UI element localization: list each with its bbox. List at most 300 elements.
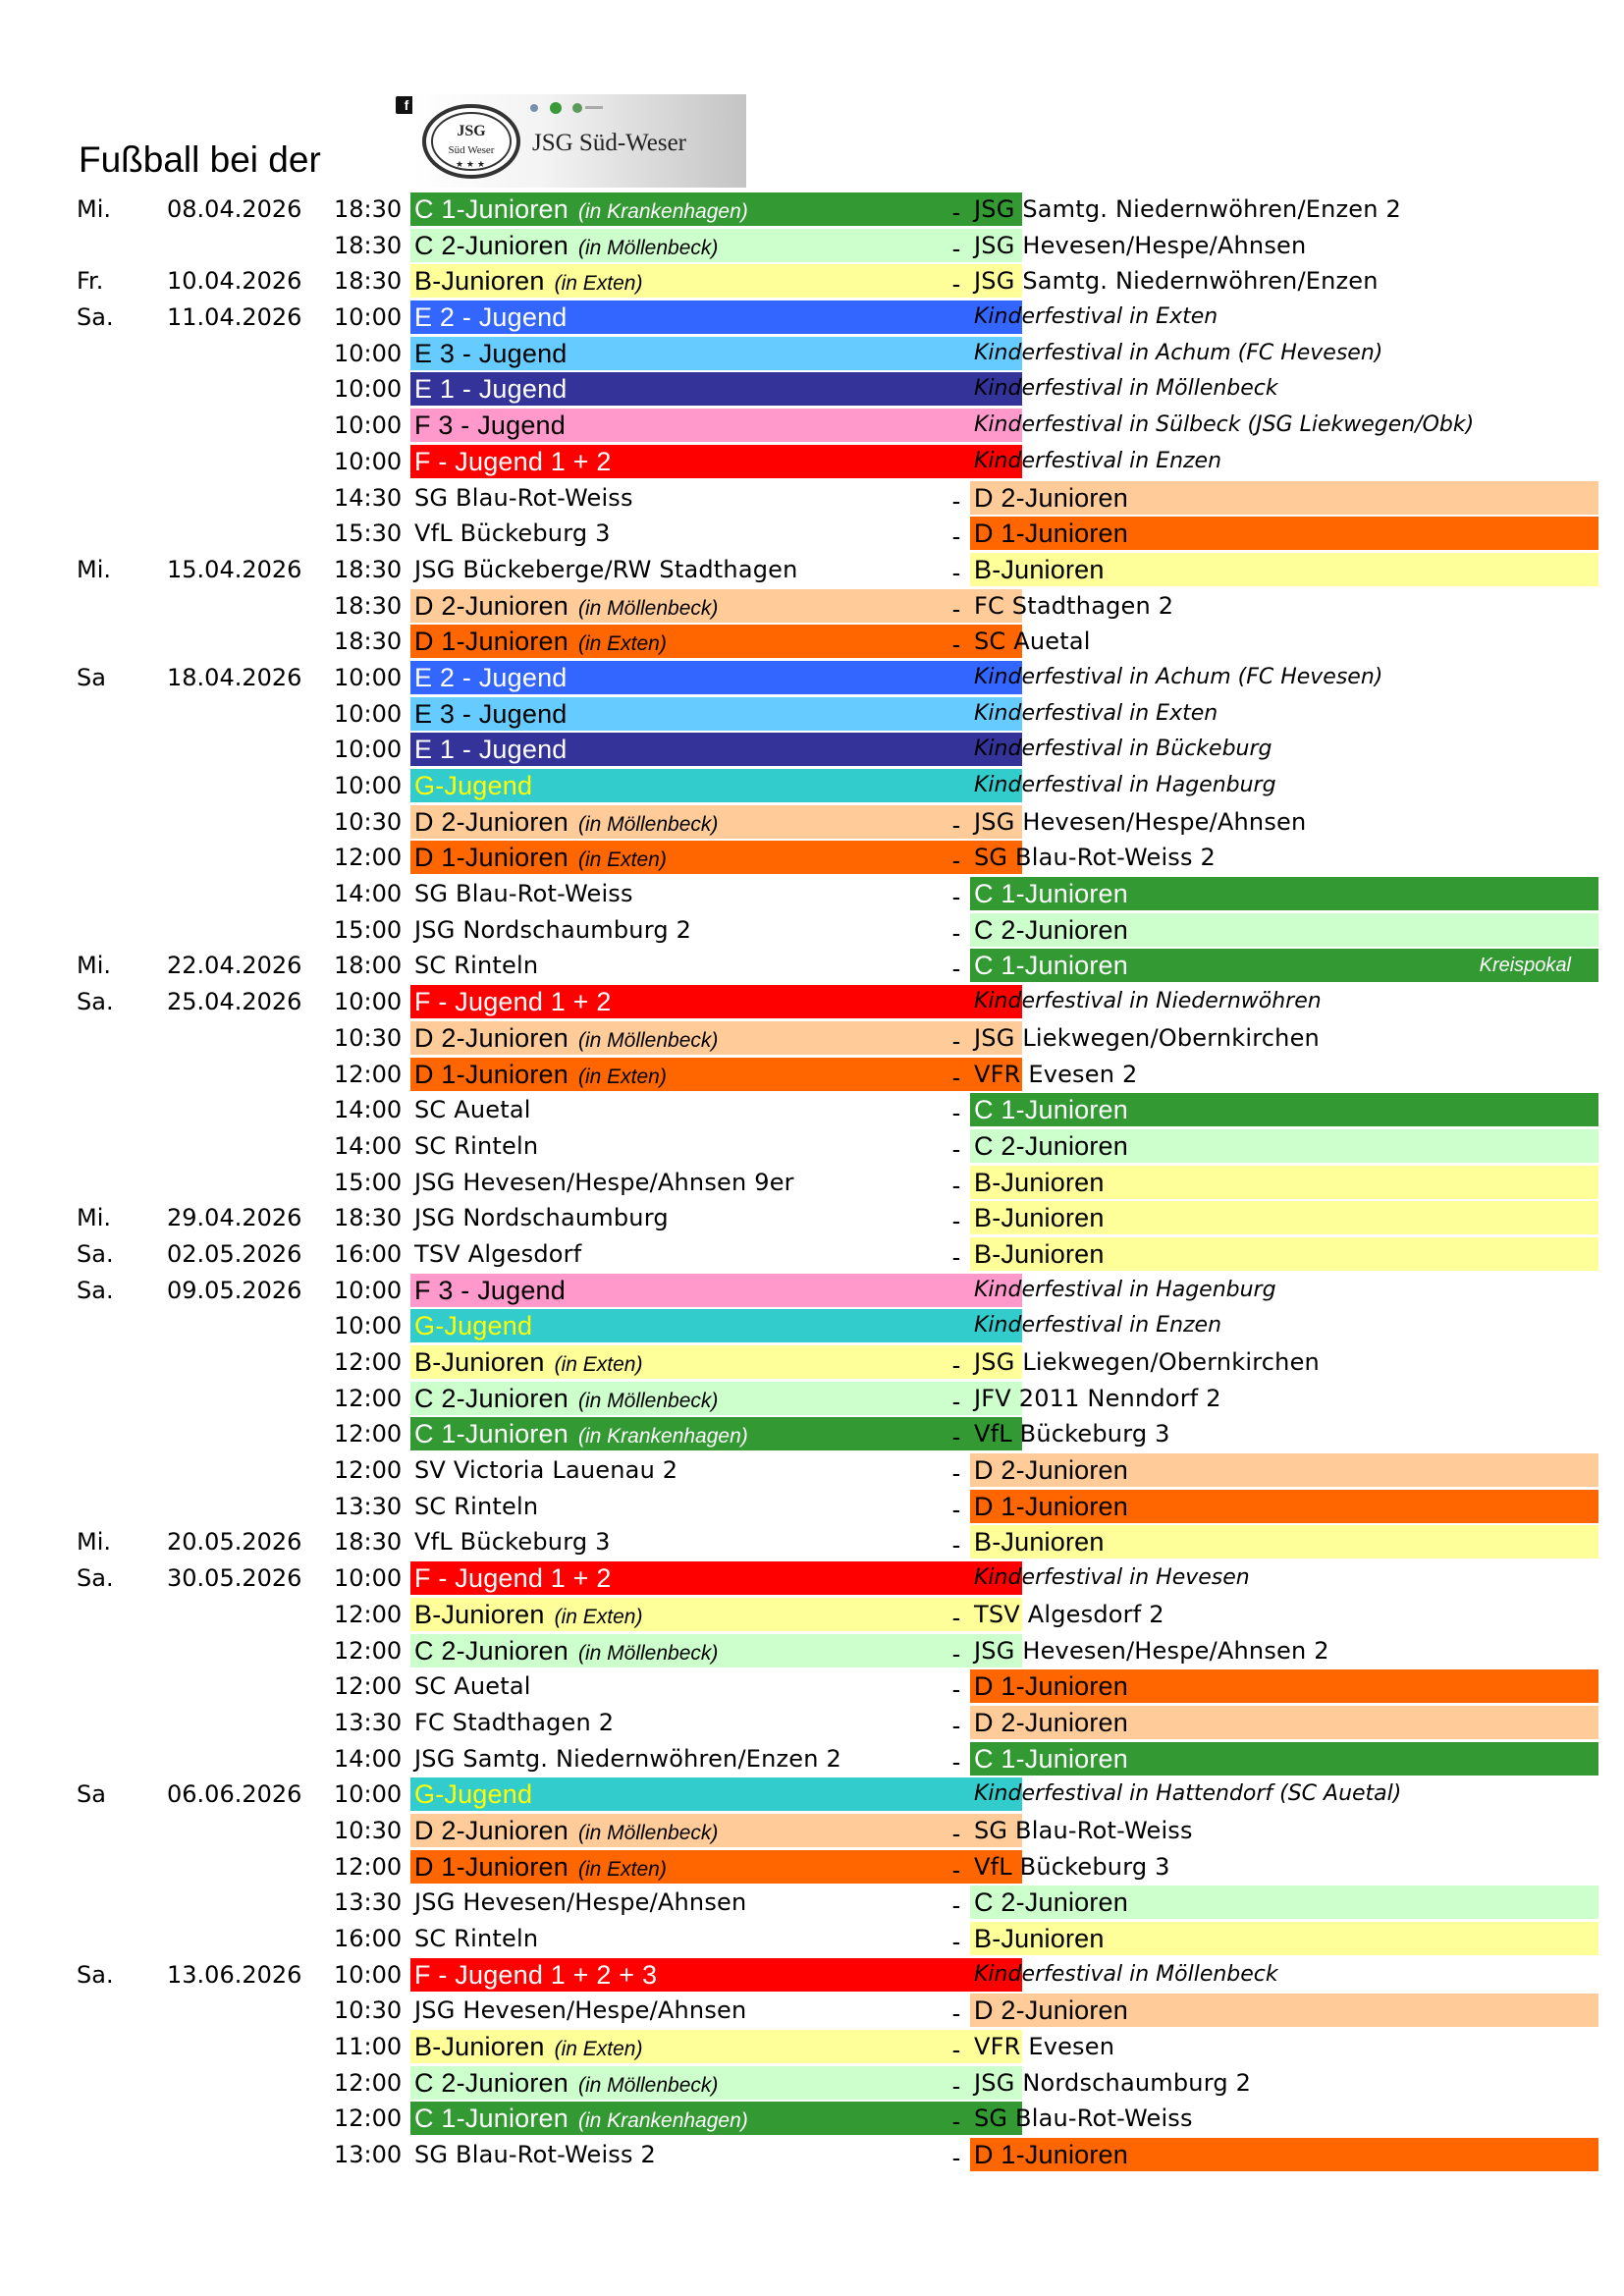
away-team — [970, 1814, 1598, 1847]
home-team — [410, 1850, 1022, 1884]
match-row — [77, 445, 1510, 481]
kickoff-time: 14:00 — [334, 1096, 403, 1124]
match-date: 20.05.2026 — [167, 1528, 302, 1557]
match-row — [77, 517, 1510, 553]
match-row — [77, 1561, 1510, 1598]
away-team-label: JFV 2011 Nenndorf 2 — [974, 1384, 1221, 1412]
match-row — [77, 1021, 1510, 1058]
away-team — [970, 2138, 1598, 2171]
home-team — [410, 301, 1022, 334]
home-team — [410, 985, 1022, 1018]
match-row — [77, 589, 1510, 626]
away-team — [970, 1201, 1598, 1234]
match-row — [77, 2102, 1510, 2138]
festival-note: Kinderfestival in Sülbeck (JSG Liekwegen/Obk) — [974, 412, 1475, 438]
away-team-label: C 1-Junioren — [974, 951, 1128, 981]
separator-dash: - — [951, 2143, 961, 2173]
separator-dash: - — [951, 1458, 961, 1489]
separator-dash: - — [951, 2035, 961, 2065]
home-team-label: JSG Nordschaumburg 2 — [414, 915, 692, 944]
festival-note: Kinderfestival in Niedernwöhren — [974, 989, 1322, 1014]
home-team — [410, 1561, 1022, 1595]
venue-note: (in Krankenhagen) — [577, 2109, 748, 2133]
home-team — [410, 1058, 1022, 1091]
kickoff-time: 10:00 — [334, 1780, 403, 1809]
kickoff-time: 10:00 — [334, 988, 403, 1016]
weekday: Sa. — [77, 1276, 114, 1304]
home-team-label: D 1-Junioren — [414, 843, 568, 873]
kickoff-time: 18:30 — [334, 267, 403, 296]
away-team-label: C 2-Junioren — [974, 914, 1128, 945]
home-team — [410, 1490, 1022, 1523]
festival-note: Kinderfestival in Hagenburg — [974, 773, 1276, 797]
kickoff-time: 10:00 — [334, 303, 403, 332]
match-row — [77, 372, 1510, 409]
weekday: Mi. — [77, 195, 112, 223]
weekday: Sa. — [77, 1239, 114, 1268]
match-row — [77, 1814, 1510, 1850]
home-team-label: JSG Bückeberge/RW Stadthagen — [414, 555, 798, 583]
home-team-label: D 2-Junioren — [414, 1815, 568, 1845]
home-team — [410, 481, 1022, 515]
separator-dash: - — [951, 1025, 961, 1056]
venue-note: (in Exten) — [554, 2038, 643, 2061]
match-row — [77, 1994, 1510, 2030]
kickoff-time: 11:00 — [334, 2033, 403, 2061]
home-team-label: F 3 - Jugend — [414, 410, 566, 441]
home-team-label: B-Junioren — [414, 1599, 545, 1629]
separator-dash: - — [951, 2106, 961, 2137]
away-team — [970, 1994, 1598, 2027]
away-team — [970, 1850, 1598, 1884]
home-team-label: D 1-Junioren — [414, 1059, 568, 1089]
kickoff-time: 12:00 — [334, 844, 403, 872]
home-team — [410, 1237, 1022, 1271]
match-row — [77, 1490, 1510, 1526]
match-row — [77, 2066, 1510, 2103]
home-team-label: C 2-Junioren — [414, 1635, 568, 1666]
home-team-label: JSG Hevesen/Hespe/Ahnsen — [414, 1996, 747, 2025]
away-team-label: D 2-Junioren — [974, 1455, 1128, 1486]
separator-dash: - — [951, 2070, 961, 2101]
separator-dash: - — [951, 1746, 961, 1777]
match-row — [77, 1777, 1510, 1814]
home-team-label: SG Blau-Rot-Weiss 2 — [414, 2141, 657, 2169]
separator-dash: - — [951, 233, 961, 263]
home-team — [410, 1886, 1022, 1919]
kickoff-time: 10:00 — [334, 375, 403, 404]
home-team — [410, 1994, 1022, 2027]
home-team-label: SC Rinteln — [414, 1492, 539, 1520]
home-team — [410, 1453, 1022, 1487]
separator-dash: - — [951, 1241, 961, 1272]
home-team — [410, 2138, 1022, 2171]
home-team-label: SC Rinteln — [414, 952, 539, 980]
kickoff-time: 12:00 — [334, 1672, 403, 1701]
match-row — [77, 1129, 1510, 1166]
kickoff-time: 14:30 — [334, 483, 403, 512]
home-team — [410, 625, 1022, 658]
away-team — [970, 877, 1598, 910]
kickoff-time: 16:00 — [334, 1239, 403, 1268]
away-team — [970, 517, 1598, 550]
home-team — [410, 697, 1022, 731]
kickoff-time: 12:00 — [334, 1060, 403, 1088]
match-row — [77, 1093, 1510, 1129]
facebook-icon[interactable]: f — [396, 96, 417, 114]
home-team-label: JSG Hevesen/Hespe/Ahnsen — [414, 1888, 747, 1917]
venue-note: (in Möllenbeck) — [577, 2073, 719, 2097]
match-date: 02.05.2026 — [167, 1239, 302, 1268]
away-team — [970, 1021, 1598, 1055]
header — [79, 96, 766, 190]
away-team — [970, 1345, 1598, 1379]
separator-dash: - — [951, 1098, 961, 1128]
match-row — [77, 1382, 1510, 1418]
match-row — [77, 1058, 1510, 1094]
home-team-label: C 2-Junioren — [414, 2067, 568, 2098]
home-team-label: G-Jugend — [414, 771, 533, 800]
venue-note: (in Krankenhagen) — [577, 200, 748, 223]
home-team — [410, 1634, 1022, 1667]
separator-dash: - — [951, 954, 961, 984]
kickoff-time: 10:30 — [334, 1023, 403, 1052]
home-team-label: SC Auetal — [414, 1672, 531, 1701]
away-team-label: D 1-Junioren — [974, 519, 1128, 549]
match-date: 18.04.2026 — [167, 663, 302, 691]
home-team — [410, 409, 1022, 442]
away-team — [970, 949, 1598, 982]
home-team-label: F 3 - Jugend — [414, 1275, 566, 1305]
kickoff-time: 10:30 — [334, 1996, 403, 2025]
home-team — [410, 1309, 1022, 1342]
separator-dash: - — [951, 1710, 961, 1740]
separator-dash: - — [951, 882, 961, 912]
match-date: 08.04.2026 — [167, 195, 302, 223]
home-team — [410, 2066, 1022, 2100]
away-team-label: JSG Hevesen/Hespe/Ahnsen 2 — [974, 1636, 1329, 1665]
separator-dash: - — [951, 1133, 961, 1164]
home-team-label: JSG Hevesen/Hespe/Ahnsen 9er — [414, 1168, 794, 1196]
kickoff-time: 12:00 — [334, 2105, 403, 2133]
away-team — [970, 2030, 1598, 2063]
away-team-label: VFR Evesen 2 — [974, 1060, 1138, 1088]
home-team-label: E 1 - Jugend — [414, 374, 568, 405]
festival-note: Kinderfestival in Möllenbeck — [974, 1961, 1278, 1987]
venue-note: (in Exten) — [577, 1065, 667, 1088]
away-team — [970, 841, 1598, 874]
weekday: Sa. — [77, 1960, 114, 1989]
home-team-label: FC Stadthagen 2 — [414, 1708, 615, 1736]
home-team — [410, 1922, 1022, 1955]
separator-dash: - — [951, 485, 961, 516]
festival-note: Kinderfestival in Achum (FC Hevesen) — [974, 340, 1383, 365]
away-team-label: JSG Hevesen/Hespe/Ahnsen — [974, 807, 1307, 836]
festival-note: Kinderfestival in Hevesen — [974, 1565, 1250, 1591]
home-team — [410, 661, 1022, 694]
venue-note: (in Exten) — [554, 1605, 643, 1628]
home-team — [410, 1525, 1022, 1558]
home-team — [410, 589, 1022, 623]
venue-note: (in Möllenbeck) — [577, 812, 719, 836]
separator-dash: - — [951, 269, 961, 300]
match-date: 09.05.2026 — [167, 1276, 302, 1304]
svg-text:JSG: JSG — [457, 123, 486, 139]
match-row — [77, 301, 1510, 337]
match-row — [77, 805, 1510, 842]
home-team — [410, 1274, 1022, 1307]
home-team-label: C 1-Junioren — [414, 1419, 568, 1449]
home-team-label: B-Junioren — [414, 1347, 545, 1377]
separator-dash: - — [951, 1890, 961, 1921]
kickoff-time: 13:30 — [334, 1708, 403, 1736]
separator-dash: - — [951, 1062, 961, 1092]
home-team-label: E 2 - Jugend — [414, 302, 568, 333]
kickoff-time: 13:30 — [334, 1492, 403, 1520]
weekday: Sa. — [77, 1564, 114, 1593]
away-team — [970, 264, 1598, 298]
weekday: Sa — [77, 1780, 106, 1809]
match-row — [77, 769, 1510, 805]
separator-dash: - — [951, 917, 961, 948]
venue-note: (in Möllenbeck) — [577, 236, 719, 259]
home-team-label: D 2-Junioren — [414, 590, 568, 621]
kickoff-time: 18:00 — [334, 952, 403, 980]
separator-dash: - — [951, 1386, 961, 1416]
separator-dash: - — [951, 1530, 961, 1560]
away-team — [970, 229, 1598, 262]
away-team — [970, 1706, 1598, 1739]
separator-dash: - — [951, 1602, 961, 1632]
separator-dash: - — [951, 1350, 961, 1380]
kickoff-time: 14:00 — [334, 1131, 403, 1160]
away-team-label: JSG Liekwegen/Obernkirchen — [974, 1023, 1320, 1052]
separator-dash: - — [951, 1494, 961, 1524]
separator-dash: - — [951, 846, 961, 876]
match-row — [77, 481, 1510, 518]
separator-dash: - — [951, 1422, 961, 1452]
home-team — [410, 553, 1022, 586]
away-team — [970, 1382, 1598, 1415]
festival-note: Kinderfestival in Hattendorf (SC Auetal) — [974, 1781, 1402, 1807]
weekday: Mi. — [77, 1204, 112, 1232]
away-team-label: B-Junioren — [974, 1203, 1105, 1233]
venue-note: (in Möllenbeck) — [577, 1389, 719, 1412]
home-team — [410, 1598, 1022, 1631]
home-team — [410, 841, 1022, 874]
match-row — [77, 877, 1510, 913]
match-date: 15.04.2026 — [167, 555, 302, 583]
match-row — [77, 1886, 1510, 1922]
separator-dash: - — [951, 1170, 961, 1200]
page-title: Fußball bei der — [79, 139, 321, 180]
home-team — [410, 1093, 1022, 1126]
home-team-label: SC Rinteln — [414, 1131, 539, 1160]
home-team-label: G-Jugend — [414, 1779, 533, 1810]
home-team-label: JSG Samtg. Niedernwöhren/Enzen 2 — [414, 1744, 841, 1773]
home-team — [410, 1166, 1022, 1199]
away-team — [970, 1166, 1598, 1199]
away-team-label: C 1-Junioren — [974, 879, 1128, 909]
kickoff-time: 16:00 — [334, 1925, 403, 1952]
weekday: Sa — [77, 663, 106, 691]
home-team — [410, 913, 1022, 947]
away-team-label: SG Blau-Rot-Weiss — [974, 1816, 1193, 1844]
venue-note: (in Möllenbeck) — [577, 1821, 719, 1844]
kickoff-time: 10:00 — [334, 447, 403, 475]
venue-note: (in Exten) — [577, 1857, 667, 1881]
away-team-label: SC Auetal — [974, 628, 1091, 656]
festival-note: Kinderfestival in Exten — [974, 700, 1218, 726]
match-row — [77, 1742, 1510, 1778]
kickoff-time: 10:00 — [334, 736, 403, 764]
kickoff-time: 18:30 — [334, 195, 403, 223]
match-row — [77, 1417, 1510, 1453]
venue-note: (in Möllenbeck) — [577, 1641, 719, 1665]
match-row — [77, 192, 1510, 229]
kickoff-time: 14:00 — [334, 1744, 403, 1773]
home-team — [410, 2030, 1022, 2063]
kickoff-time: 10:00 — [334, 339, 403, 367]
home-team — [410, 337, 1022, 370]
away-team — [970, 1598, 1598, 1631]
festival-note: Kinderfestival in Achum (FC Hevesen) — [974, 664, 1383, 689]
kickoff-time: 10:00 — [334, 699, 403, 728]
venue-note: (in Exten) — [577, 848, 667, 872]
home-team-label: SC Rinteln — [414, 1925, 539, 1952]
away-team-label: C 1-Junioren — [974, 1743, 1128, 1774]
festival-note: Kinderfestival in Exten — [974, 304, 1218, 330]
kickoff-time: 12:00 — [334, 1852, 403, 1881]
home-team — [410, 1382, 1022, 1415]
home-team-label: B-Junioren — [414, 266, 545, 297]
match-row — [77, 1345, 1510, 1382]
match-date: 13.06.2026 — [167, 1960, 302, 1989]
kickoff-time: 10:00 — [334, 411, 403, 440]
separator-dash: - — [951, 1638, 961, 1668]
kickoff-time: 18:30 — [334, 1204, 403, 1232]
home-team-label: SG Blau-Rot-Weiss — [414, 880, 633, 908]
home-team-label: C 1-Junioren — [414, 2104, 568, 2134]
kickoff-time: 14:00 — [334, 880, 403, 908]
match-row — [77, 2030, 1510, 2066]
kickoff-time: 10:00 — [334, 1960, 403, 1989]
home-team — [410, 1777, 1022, 1811]
separator-dash: - — [951, 1818, 961, 1848]
home-team — [410, 1706, 1022, 1739]
kickoff-time: 18:30 — [334, 555, 403, 583]
kickoff-time: 10:00 — [334, 663, 403, 691]
away-team — [970, 1525, 1598, 1558]
home-team-label: SV Victoria Lauenau 2 — [414, 1456, 678, 1485]
away-team-label: JSG Hevesen/Hespe/Ahnsen — [974, 231, 1307, 259]
match-row — [77, 841, 1510, 877]
home-team-label: F - Jugend 1 + 2 — [414, 1563, 612, 1594]
home-team — [410, 1669, 1022, 1703]
away-team-label: D 2-Junioren — [974, 1995, 1128, 2026]
home-team — [410, 372, 1022, 406]
away-team — [970, 2102, 1598, 2135]
home-team — [410, 805, 1022, 839]
away-team-label: TSV Algesdorf 2 — [974, 1600, 1164, 1628]
kickoff-time: 10:00 — [334, 1564, 403, 1593]
away-team-label: D 1-Junioren — [974, 1491, 1128, 1521]
away-team-label: C 2-Junioren — [974, 1887, 1128, 1918]
separator-dash: - — [951, 593, 961, 624]
home-team-label: C 2-Junioren — [414, 1383, 568, 1413]
weekday: Mi. — [77, 952, 112, 980]
venue-note: (in Exten) — [577, 632, 667, 656]
away-team — [970, 2066, 1598, 2100]
kickoff-time: 12:00 — [334, 1420, 403, 1449]
home-team-label: VfL Bückeburg 3 — [414, 1528, 611, 1557]
match-date: 06.06.2026 — [167, 1780, 302, 1809]
away-team — [970, 913, 1598, 947]
home-team-label: D 1-Junioren — [414, 627, 568, 657]
away-team — [970, 1742, 1598, 1776]
kickoff-time: 10:00 — [334, 1312, 403, 1340]
home-team-label: F - Jugend 1 + 2 + 3 — [414, 1959, 658, 1990]
separator-dash: - — [951, 1674, 961, 1705]
match-row — [77, 553, 1510, 589]
match-row — [77, 1453, 1510, 1490]
home-team — [410, 1417, 1022, 1450]
away-team — [970, 1093, 1598, 1126]
kickoff-time: 15:00 — [334, 1168, 403, 1196]
svg-text:★ ★ ★: ★ ★ ★ — [456, 160, 485, 170]
match-date: 29.04.2026 — [167, 1204, 302, 1232]
home-team-label: C 1-Junioren — [414, 194, 568, 224]
away-team-label: JSG Nordschaumburg 2 — [974, 2068, 1252, 2097]
kickoff-time: 12:00 — [334, 2068, 403, 2097]
kickoff-time: 15:00 — [334, 915, 403, 944]
match-row — [77, 1634, 1510, 1670]
match-row — [77, 2138, 1510, 2174]
kickoff-time: 18:30 — [334, 231, 403, 259]
match-row — [77, 625, 1510, 661]
away-team-label: B-Junioren — [974, 1167, 1105, 1197]
away-team — [970, 1058, 1598, 1091]
home-team — [410, 1814, 1022, 1847]
sponsor-icons — [522, 100, 611, 116]
match-row — [77, 1706, 1510, 1742]
venue-note: (in Möllenbeck) — [577, 1028, 719, 1052]
match-row — [77, 1850, 1510, 1886]
home-team — [410, 517, 1022, 550]
separator-dash: - — [951, 557, 961, 587]
away-team-label: SG Blau-Rot-Weiss 2 — [974, 844, 1217, 872]
home-team-label: VfL Bückeburg 3 — [414, 519, 611, 548]
home-team — [410, 1742, 1022, 1776]
separator-dash: - — [951, 809, 961, 840]
home-team-label: B-Junioren — [414, 2032, 545, 2062]
away-team — [970, 1129, 1598, 1163]
away-team-label: B-Junioren — [974, 1924, 1105, 1953]
home-team-label: JSG Nordschaumburg — [414, 1204, 669, 1232]
kickoff-time: 18:30 — [334, 591, 403, 620]
separator-dash: - — [951, 1927, 961, 1956]
kickoff-time: 10:30 — [334, 1816, 403, 1844]
kickoff-time: 18:30 — [334, 1528, 403, 1557]
separator-dash: - — [951, 521, 961, 552]
away-team — [970, 589, 1598, 623]
match-row — [77, 1274, 1510, 1310]
home-team-label: E 3 - Jugend — [414, 698, 568, 729]
kickoff-time: 12:00 — [334, 1384, 403, 1412]
venue-note: (in Möllenbeck) — [577, 596, 719, 620]
separator-dash: - — [951, 1206, 961, 1236]
kickoff-time: 12:00 — [334, 1600, 403, 1628]
